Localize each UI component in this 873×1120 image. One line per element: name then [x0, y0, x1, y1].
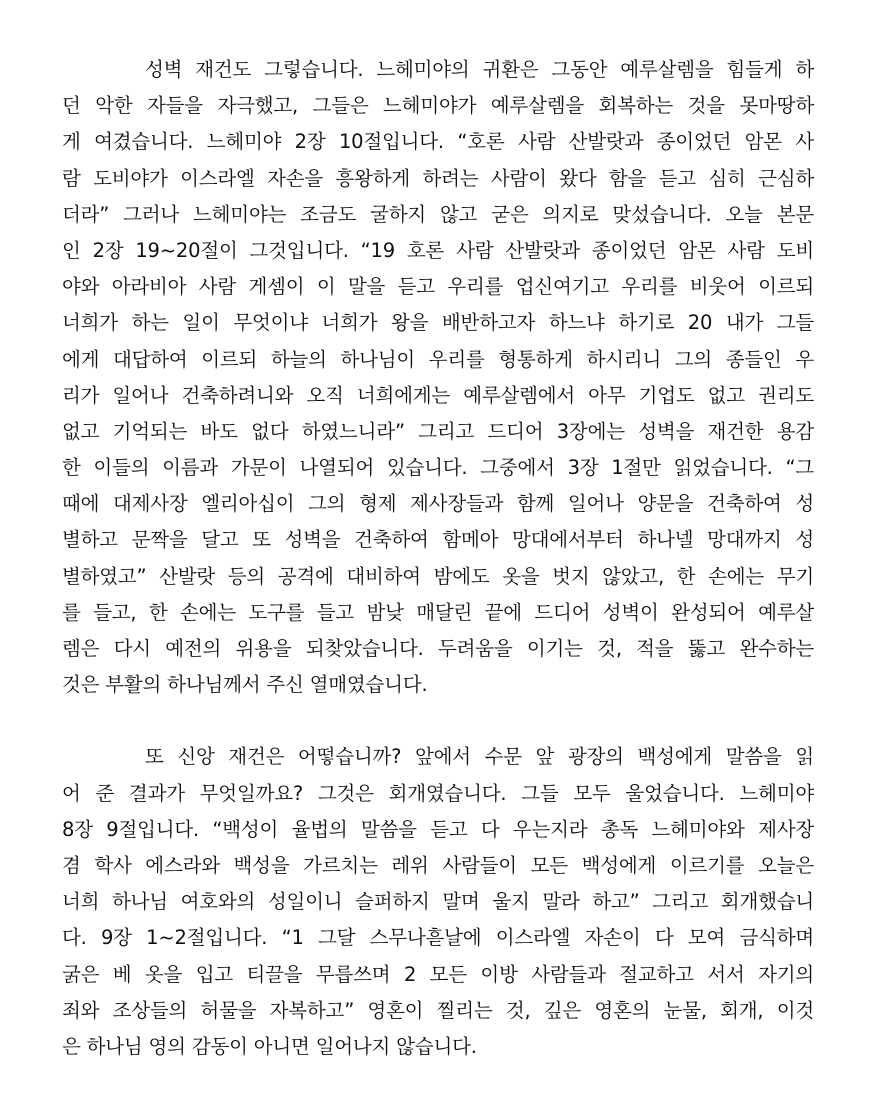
- text-line: 것은 부활의 하나님께서 주신 열매였습니다.: [62, 673, 428, 697]
- text-line: 더라” 그러나 느헤미야는 조금도 굴하지 않고 굳은 의지로 맞섰습니다. 오늘 본문: [62, 202, 814, 226]
- text-line: 은 하나님 영의 감동이 아니면 일어나지 않습니다.: [62, 1034, 477, 1058]
- paragraph-wall-rebuilding: [62, 52, 814, 703]
- text-line: 에게 대답하여 이르되 하늘의 하나님이 우리를 형통하게 하시리니 그의 종들인 우: [62, 347, 814, 371]
- text-line: 때에 대제사장 엘리아십이 그의 형제 제사장들과 함께 일어나 양문을 건축하여 성: [62, 492, 814, 516]
- text-line: 게 여겼습니다. 느헤미야 2장 10절입니다. “호론 사람 산발랏과 종이었던 암몬 사: [62, 130, 814, 154]
- text-line: 8장 9절입니다. “백성이 율법의 말씀을 듣고 다 우는지라 총독 느헤미야와 제사장: [62, 817, 814, 841]
- text-line: 또 신앙 재건은 어떻습니까? 앞에서 수문 앞 광장의 백성에게 말씀을 읽: [145, 745, 814, 769]
- text-line: 다. 9장 1~2절입니다. “1 그달 스무나흗날에 이스라엘 자손이 다 모여 금식하며: [62, 926, 814, 950]
- text-line: 없고 기억되는 바도 없다 하였느니라” 그리고 드디어 3장에는 성벽을 재건한 용감: [62, 419, 814, 443]
- text-line: 인 2장 19~20절이 그것입니다. “19 호론 사람 산발랏과 종이었던 암몬 사람 도비: [62, 238, 814, 262]
- text-line: 죄와 조상들의 허물을 자복하고” 영혼이 찔리는 것, 깊은 영혼의 눈물, 회개, 이것: [62, 998, 814, 1022]
- text-line: 한 이들의 이름과 가문이 나열되어 있습니다. 그중에서 3장 1절만 읽었습니다. “그: [62, 456, 814, 480]
- text-line: 너희가 하는 일이 무엇이냐 너희가 왕을 배반하고자 하느냐 하기로 20 내가 그들: [62, 311, 814, 335]
- text-line: 리가 일어나 건축하려니와 오직 너희에게는 예루살렘에서 아무 기업도 없고 권리도: [62, 383, 814, 407]
- text-line: 를 들고, 한 손에는 도구를 들고 밤낮 매달린 끝에 드디어 성벽이 완성되어 예루살: [62, 600, 814, 624]
- paragraph-faith-rebuilding: [62, 739, 814, 1065]
- text-line: 굵은 베 옷을 입고 티끌을 무릅쓰며 2 모든 이방 사람들과 절교하고 서서 자기의: [62, 962, 814, 986]
- text-line: 성벽 재건도 그렇습니다. 느헤미야의 귀환은 그동안 예루살렘을 힘들게 하: [145, 58, 814, 81]
- text-line: 너희 하나님 여호와의 성일이니 슬퍼하지 말며 울지 말라 하고” 그리고 회개했습니: [62, 890, 814, 914]
- text-line: 겸 학사 에스라와 백성을 가르치는 레위 사람들이 모든 백성에게 이르기를 오늘은: [62, 853, 814, 877]
- document-page: [62, 52, 814, 1065]
- text-line: 렘은 다시 예전의 위용을 되찾았습니다. 두려움을 이기는 것, 적을 뚫고 완수하는: [62, 637, 814, 660]
- text-line: 별하였고” 산발랏 등의 공격에 대비하여 밤에도 옷을 벗지 않았고, 한 손에는 무기: [62, 564, 814, 588]
- text-line: 던 악한 자들을 자극했고, 그들은 느헤미야가 예루살렘을 회복하는 것을 못마땅하: [62, 94, 814, 118]
- text-line: 어 준 결과가 무엇일까요? 그것은 회개였습니다. 그들 모두 울었습니다. 느헤미야: [62, 781, 814, 805]
- text-line: 야와 아라비아 사람 게셈이 이 말을 듣고 우리를 업신여기고 우리를 비웃어 이르되: [62, 275, 814, 299]
- text-line: 별하고 문짝을 달고 또 성벽을 건축하여 함메아 망대에서부터 하나넬 망대까지 성: [62, 528, 814, 552]
- text-line: 람 도비야가 이스라엘 자손을 흥왕하게 하려는 사람이 왔다 함을 듣고 심히 근심하: [62, 166, 814, 190]
